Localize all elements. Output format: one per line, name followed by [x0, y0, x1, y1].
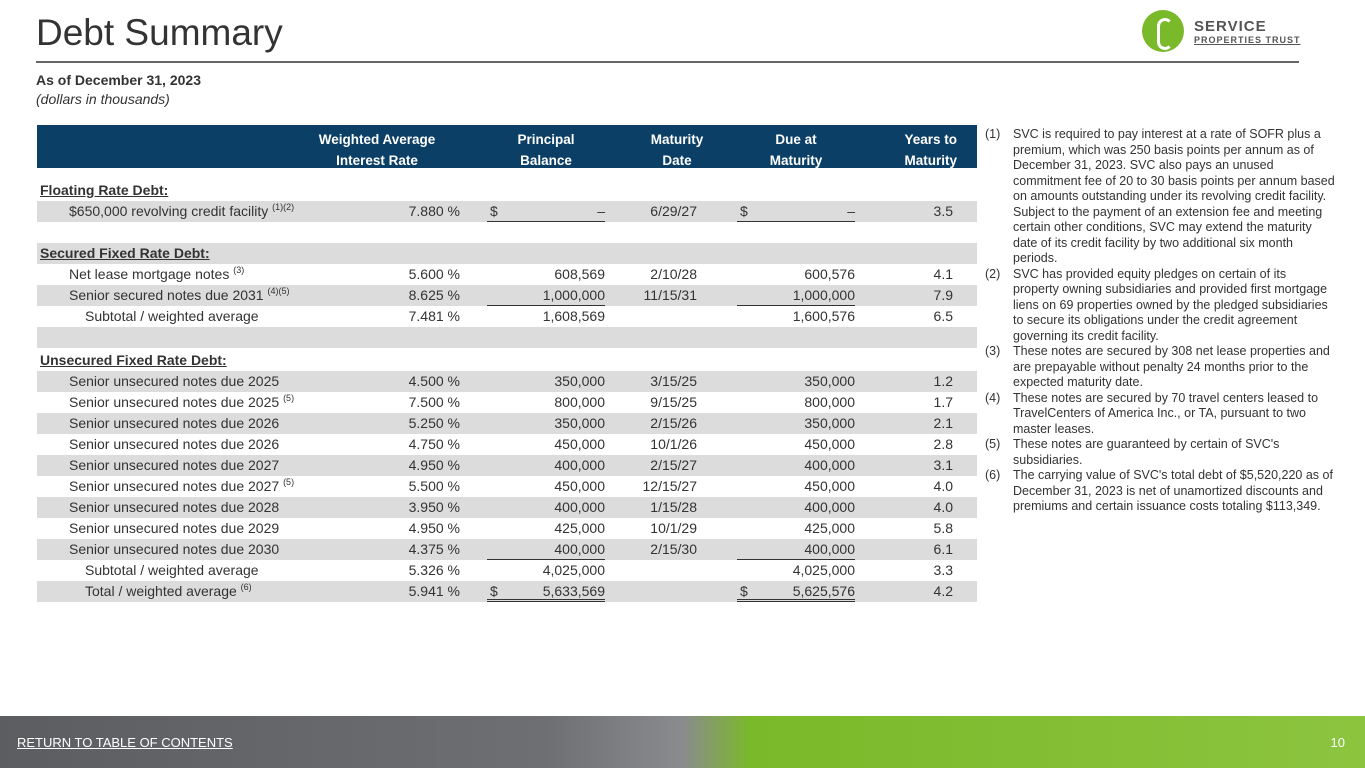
interest-rate: 7.500 % — [408, 394, 460, 410]
maturity-date: 2/15/26 — [650, 415, 697, 431]
footnote-ref: (1)(2) — [272, 202, 295, 212]
currency-symbol: $ — [740, 583, 748, 599]
section-header-unsecured — [37, 350, 977, 371]
maturity-date: 6/29/27 — [650, 203, 697, 219]
table-row — [37, 518, 977, 539]
principal-balance: 350,000 — [554, 373, 605, 389]
row-label: Subtotal / weighted average — [85, 308, 259, 324]
as-of-date: As of December 31, 2023 — [36, 72, 201, 88]
maturity-date: 3/15/25 — [650, 373, 697, 389]
due-at-maturity: 4,025,000 — [792, 562, 855, 578]
principal-balance: – — [597, 203, 605, 219]
row-label: Senior unsecured notes due 2028 — [69, 499, 280, 515]
table-row — [37, 455, 977, 476]
due-at-maturity: – — [847, 203, 855, 219]
table-row — [37, 581, 977, 602]
row-label: Senior unsecured notes due 2030 — [69, 541, 280, 557]
principal-balance: 1,608,569 — [542, 308, 605, 324]
row-label: Senior unsecured notes due 2029 — [69, 520, 280, 536]
footnote-text: SVC is required to pay interest at a rate of SOFR plus a premium, which was 250 basis points per annum as of December 31, 2023. SVC also pays an unused commitment fee of 20 to 30 basis points per annum based on amounts outstanding under its revolving credit facility. Subject to the payment of an extension fee and meeting certain other conditions, SVC may extend the maturity date of its credit facility by two additional six month periods. — [1013, 127, 1335, 265]
maturity-date: 2/10/28 — [650, 266, 697, 282]
section-title: Secured Fixed Rate Debt: — [40, 245, 210, 261]
interest-rate: 3.950 % — [408, 499, 460, 515]
due-at-maturity: 400,000 — [804, 457, 855, 473]
footnote-text: These notes are guaranteed by certain of SVC's subsidiaries. — [1013, 437, 1280, 467]
years-to-maturity: 6.1 — [933, 541, 953, 557]
col-due: Due at Maturity — [769, 132, 823, 168]
col-rate: Weighted Average Interest Rate — [318, 132, 436, 168]
due-at-maturity: 400,000 — [804, 499, 855, 515]
footnote — [985, 267, 1335, 345]
principal-balance: 350,000 — [554, 415, 605, 431]
years-to-maturity: 5.8 — [933, 520, 953, 536]
due-at-maturity: 450,000 — [804, 436, 855, 452]
years-to-maturity: 6.5 — [933, 308, 953, 324]
maturity-date: 2/15/30 — [650, 541, 697, 557]
years-to-maturity: 4.2 — [933, 583, 953, 599]
footnote-number: (2) — [985, 266, 1001, 281]
principal-balance: 400,000 — [554, 499, 605, 515]
principal-balance: 450,000 — [554, 478, 605, 494]
years-to-maturity: 4.0 — [933, 499, 953, 515]
footnote — [985, 468, 1335, 515]
years-to-maturity: 1.7 — [933, 394, 953, 410]
table-row — [37, 539, 977, 560]
footnote-ref: (5) — [283, 477, 295, 487]
footnote — [985, 127, 1335, 267]
interest-rate: 5.600 % — [408, 266, 460, 282]
principal-balance: 400,000 — [554, 457, 605, 473]
interest-rate: 4.950 % — [408, 520, 460, 536]
table-row — [37, 285, 977, 306]
return-to-toc-link[interactable]: RETURN TO TABLE OF CONTENTS — [17, 735, 233, 750]
spacer-row — [37, 222, 977, 243]
due-at-maturity: 1,600,576 — [792, 308, 855, 324]
row-label: Senior unsecured notes due 2025 $^{(5)}$ — [69, 393, 295, 410]
years-to-maturity: 2.1 — [933, 415, 953, 431]
section-title: Floating Rate Debt: — [40, 182, 169, 198]
footnote — [985, 344, 1335, 391]
footnote-ref: (5) — [283, 393, 295, 403]
years-to-maturity: 3.3 — [933, 562, 953, 578]
due-at-maturity: 350,000 — [804, 373, 855, 389]
interest-rate: 5.250 % — [408, 415, 460, 431]
due-at-maturity: 600,576 — [804, 266, 855, 282]
row-label: Total / weighted average $^{(6)}$ — [85, 582, 252, 599]
years-to-maturity: 7.9 — [933, 287, 953, 303]
col-maturity: Maturity Date — [650, 132, 704, 168]
due-at-maturity: 5,625,576 — [792, 583, 855, 599]
principal-balance: 5,633,569 — [542, 583, 605, 599]
double-underline — [487, 599, 605, 602]
company-logo — [1142, 10, 1301, 52]
footnote — [985, 391, 1335, 438]
footnote-text: These notes are secured by 70 travel centers leased to TravelCenters of America Inc., or TA, pursuant to two master leases. — [1013, 390, 1319, 436]
footnote-text: SVC has provided equity pledges on certain of its property owning subsidiaries and provided first mortgage liens on 69 properties owned by the pledged subsidiaries to secure its obligations under the credit agreement governing its credit facility. — [1013, 266, 1328, 343]
table-row — [37, 413, 977, 434]
row-label: Net lease mortgage notes $^{(3)}$ — [69, 265, 245, 282]
maturity-date: 11/15/31 — [643, 287, 697, 303]
years-to-maturity: 3.5 — [933, 203, 953, 219]
due-at-maturity: 1,000,000 — [792, 287, 855, 303]
footnote-number: (5) — [985, 437, 1001, 451]
footnotes — [985, 127, 1335, 515]
footnote-text: The carrying value of SVC's total debt of $5,520,220 as of December 31, 2023 is net of unamortized discounts and premiums and certain issuance costs totaling $113,349. — [1013, 468, 1333, 513]
section-header-secured — [37, 243, 977, 264]
due-at-maturity: 350,000 — [804, 415, 855, 431]
row-label: Senior unsecured notes due 2027 $^{(5)}$ — [69, 477, 295, 494]
interest-rate: 4.750 % — [408, 436, 460, 452]
col-years: Years to Maturity — [904, 132, 957, 168]
section-title: Unsecured Fixed Rate Debt: — [40, 352, 227, 368]
section-header-floating — [37, 180, 977, 201]
row-label: Senior unsecured notes due 2026 — [69, 436, 280, 452]
page-number: 10 — [1330, 735, 1345, 750]
maturity-date: 1/15/28 — [650, 499, 697, 515]
interest-rate: 7.880 % — [408, 203, 460, 219]
logo-line2: PROPERTIES TRUST — [1194, 34, 1301, 45]
years-to-maturity: 4.1 — [933, 266, 953, 282]
years-to-maturity: 1.2 — [933, 373, 953, 389]
footnote-ref: (4)(5) — [267, 286, 290, 296]
due-at-maturity: 800,000 — [804, 394, 855, 410]
interest-rate: 7.481 % — [408, 308, 460, 324]
interest-rate: 4.500 % — [408, 373, 460, 389]
double-underline — [737, 599, 855, 602]
currency-symbol: $ — [490, 583, 498, 599]
years-to-maturity: 4.0 — [933, 478, 953, 494]
table-row — [37, 560, 977, 581]
table-header — [37, 125, 977, 168]
table-row — [37, 264, 977, 285]
interest-rate: 8.625 % — [408, 287, 460, 303]
table-row — [37, 476, 977, 497]
row-label: Subtotal / weighted average — [85, 562, 259, 578]
row-label: $650,000 revolving credit facility $^{(1)(2)}$ — [69, 202, 295, 219]
footnote-number: (3) — [985, 344, 1001, 358]
page-title: Debt Summary — [36, 12, 283, 53]
table-row — [37, 306, 977, 327]
row-label: Senior unsecured notes due 2027 — [69, 457, 280, 473]
table-row — [37, 434, 977, 455]
units-note: (dollars in thousands) — [36, 91, 170, 107]
maturity-date: 10/1/26 — [650, 436, 697, 452]
currency-symbol: $ — [490, 203, 498, 219]
footnote-number: (6) — [985, 468, 1001, 482]
footnote-ref: (3) — [233, 265, 245, 275]
principal-balance: 4,025,000 — [542, 562, 605, 578]
footnote-text: These notes are secured by 308 net lease properties and are prepayable without penalty 24 months prior to the expected maturity date. — [1013, 344, 1330, 389]
due-at-maturity: 450,000 — [804, 478, 855, 494]
principal-balance: 400,000 — [554, 541, 605, 557]
col-principal: Principal Balance — [517, 132, 575, 168]
spacer-row — [37, 327, 977, 348]
principal-balance: 425,000 — [554, 520, 605, 536]
due-at-maturity: 425,000 — [804, 520, 855, 536]
title-rule — [36, 61, 1299, 63]
interest-rate: 4.950 % — [408, 457, 460, 473]
years-to-maturity: 3.1 — [933, 457, 953, 473]
interest-rate: 4.375 % — [408, 541, 460, 557]
logo-icon — [1142, 10, 1184, 52]
table-row — [37, 201, 977, 222]
interest-rate: 5.326 % — [408, 562, 460, 578]
currency-symbol: $ — [740, 203, 748, 219]
years-to-maturity: 2.8 — [933, 436, 953, 452]
footnote-number: (4) — [985, 390, 1001, 405]
footnote — [985, 437, 1335, 468]
maturity-date: 10/1/29 — [650, 520, 697, 536]
interest-rate: 5.500 % — [408, 478, 460, 494]
due-at-maturity: 400,000 — [804, 541, 855, 557]
principal-balance: 608,569 — [554, 266, 605, 282]
footnote-ref: (6) — [240, 582, 252, 592]
row-label: Senior unsecured notes due 2025 — [69, 373, 280, 389]
maturity-date: 9/15/25 — [650, 394, 697, 410]
logo-line1: SERVICE — [1194, 17, 1267, 35]
table-row — [37, 497, 977, 518]
table-row — [37, 392, 977, 413]
row-label: Senior secured notes due 2031 $^{(4)(5)}$ — [69, 286, 290, 303]
principal-balance: 450,000 — [554, 436, 605, 452]
maturity-date: 12/15/27 — [642, 478, 697, 494]
interest-rate: 5.941 % — [408, 583, 460, 599]
footnote-number: (1) — [985, 127, 1001, 141]
principal-balance: 1,000,000 — [542, 287, 605, 303]
maturity-date: 2/15/27 — [650, 457, 697, 473]
principal-balance: 800,000 — [554, 394, 605, 410]
row-label: Senior unsecured notes due 2026 — [69, 415, 280, 431]
table-row — [37, 371, 977, 392]
